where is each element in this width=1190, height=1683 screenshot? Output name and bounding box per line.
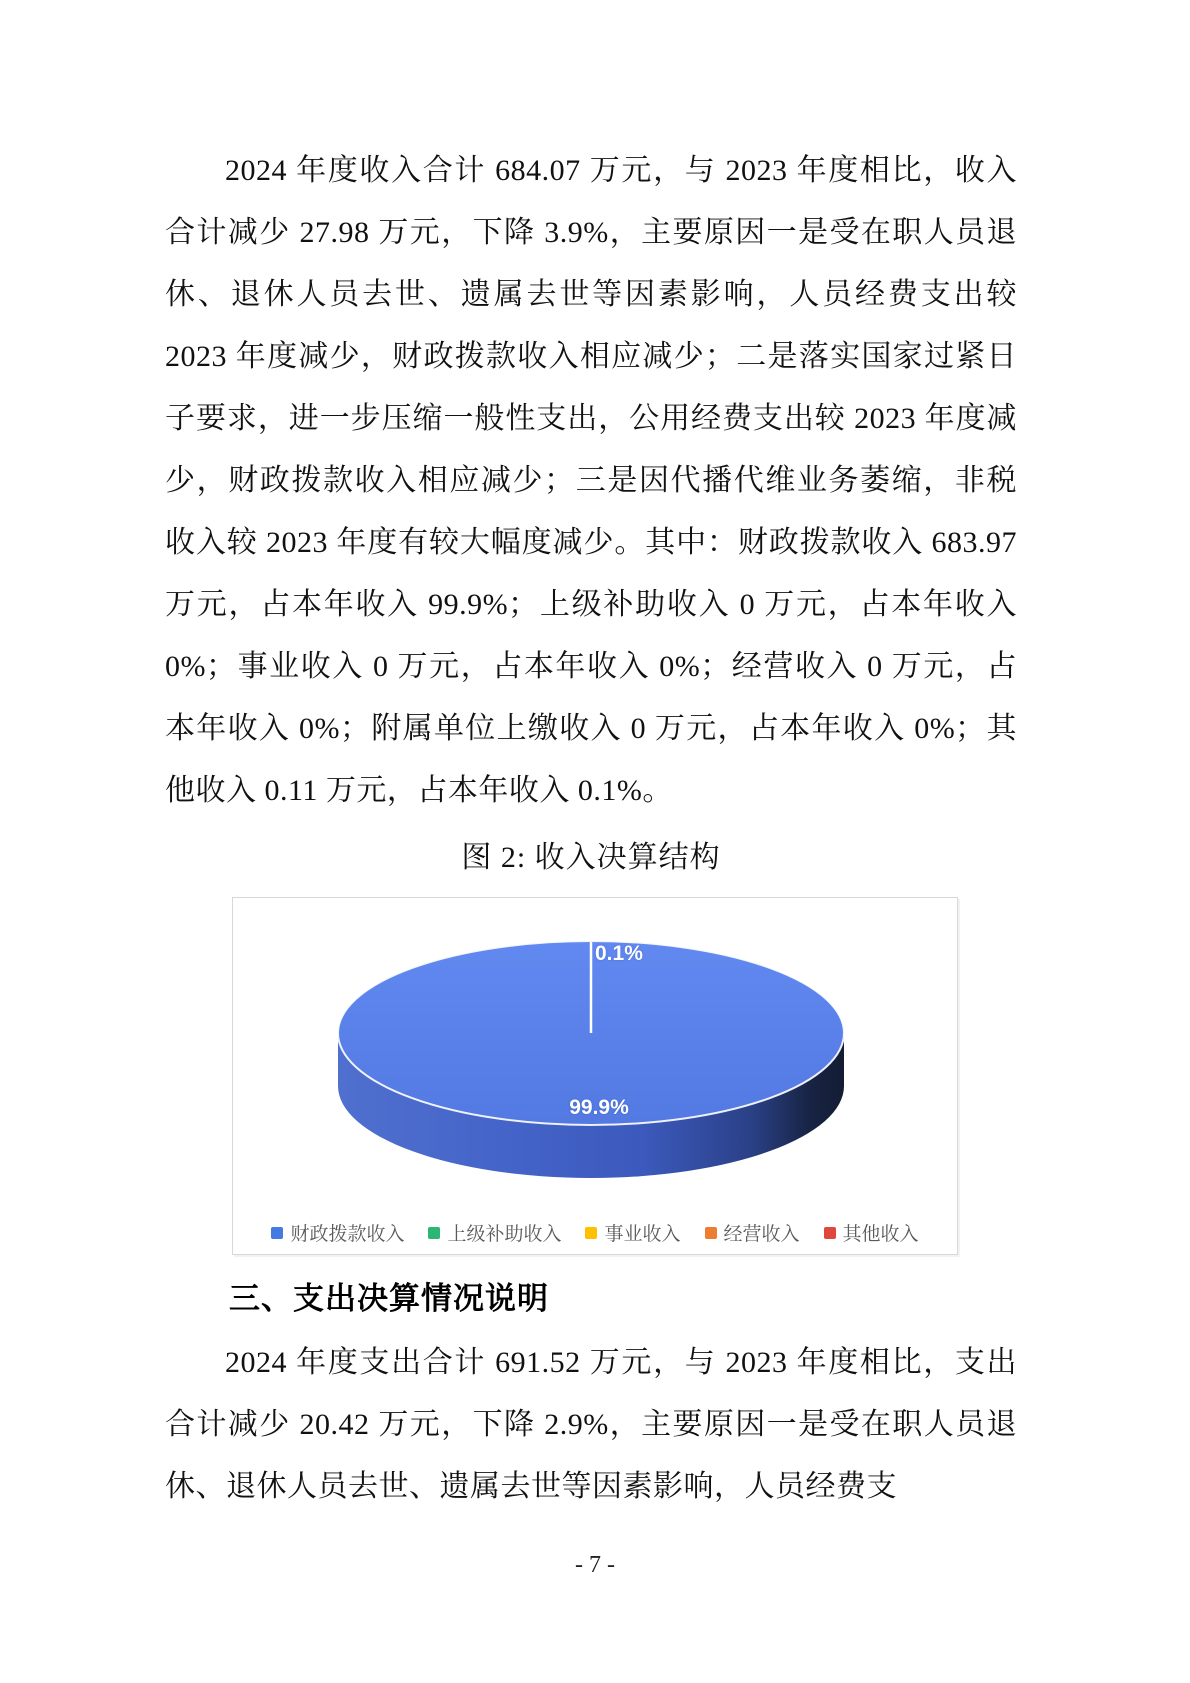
legend-label: 上级补助收入 — [447, 1224, 562, 1245]
legend-swatch — [705, 1227, 717, 1239]
legend-swatch — [271, 1227, 283, 1239]
expenditure-intro-paragraph: 2024 年度支出合计 691.52 万元，与 2023 年度相比，支出合计减少 20.42 万元，下降 2.9%，主要原因一是受在职人员退休、退休人员去世、遗属去世等因素影响，人员经费支 — [165, 1346, 1017, 1503]
legend-item — [705, 1219, 800, 1246]
legend-swatch — [824, 1227, 836, 1239]
legend-item — [428, 1219, 561, 1246]
income-structure-chart-panel — [232, 897, 958, 1255]
legend-item — [824, 1219, 919, 1246]
pie-data-label-other: 0.1% — [595, 942, 643, 965]
page-number: - 7 - — [575, 1552, 615, 1578]
pie-data-label-main: 99.9% — [569, 1096, 629, 1119]
legend-item — [585, 1219, 680, 1246]
figure-caption: 图 2: 收入决算结构 — [461, 841, 721, 874]
section-heading-expenditure: 三、支出决算情况说明 — [229, 1281, 549, 1316]
chart-legend — [233, 1219, 957, 1246]
legend-item — [271, 1219, 404, 1246]
legend-swatch — [585, 1227, 597, 1239]
legend-label: 事业收入 — [604, 1224, 681, 1245]
legend-label: 其他收入 — [842, 1224, 919, 1245]
legend-label: 财政拨款收入 — [290, 1224, 405, 1245]
legend-label: 经营收入 — [723, 1224, 800, 1245]
income-summary-paragraph: 2024 年度收入合计 684.07 万元，与 2023 年度相比，收入合计减少 27.98 万元，下降 3.9%，主要原因一是受在职人员退休、退休人员去世、遗属去世等因素影响，人员经费支出较 2023 年度减少，财政拨款收入相应减少；二是落实国家过紧日子要求，进一步压缩一般性支出，公用经费支出较 2023 年度减少，财政拨款收入相应减少；三是因代播代维业务萎缩，非税收入较 2023 年度有较大幅度减少。其中：财政拨款收入 683.97 万元，占本年收入 99.9%；上级补助收入 0 万元，占本年收入 0%；事业收入 0 万元，占本年收入 0%；经营收入 0 万元，占本年收入 0%；附属单位上缴收入 0 万元，占本年收入 0%；其他收入 0.11 万元，占本年收入 0.1%。 — [165, 154, 1017, 807]
legend-swatch — [428, 1227, 440, 1239]
